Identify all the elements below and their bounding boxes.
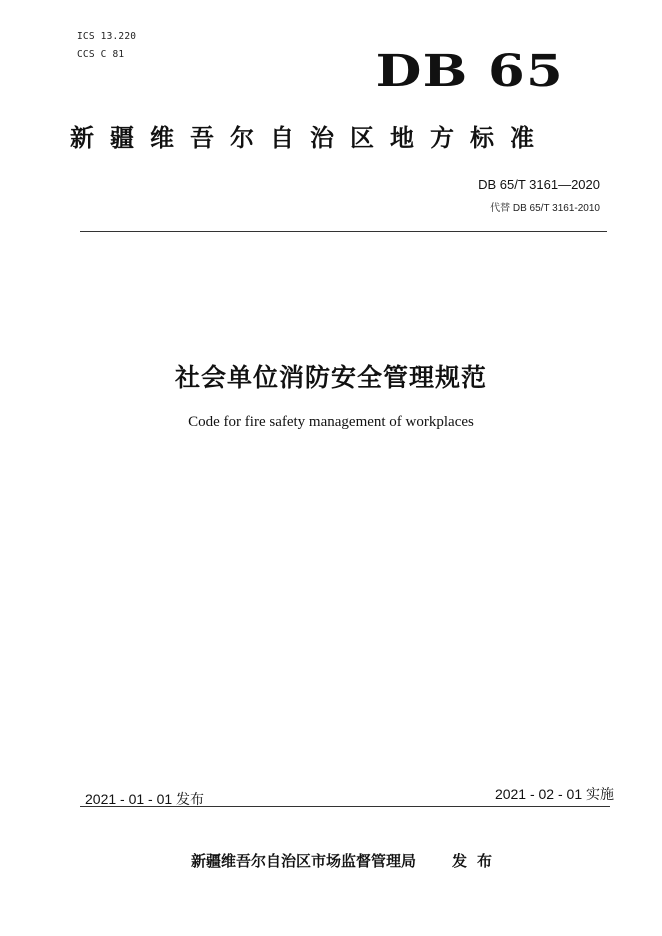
document-title-english: Code for fire safety management of workplaces bbox=[188, 414, 474, 430]
publish-date: 2021 - 01 - 01 发布 bbox=[85, 791, 205, 807]
bottom-divider bbox=[80, 806, 610, 807]
ics-code: ICS 13.220 bbox=[77, 31, 137, 42]
ccs-code: CCS C 81 bbox=[77, 49, 125, 60]
implementation-date: 2021 - 02 - 01 实施 bbox=[494, 786, 614, 802]
standard-category-title: 新疆维吾尔自治区地方标准 bbox=[70, 124, 550, 152]
top-divider bbox=[80, 231, 607, 232]
issue-label: 发布 bbox=[452, 852, 503, 870]
db-logo: DB 65 bbox=[375, 46, 564, 97]
issuing-authority: 新疆维吾尔自治区市场监督管理局 bbox=[191, 852, 417, 870]
standard-number: DB 65/T 3161—2020 bbox=[478, 177, 600, 192]
replaces-standard: 代替 DB 65/T 3161-2010 bbox=[490, 203, 600, 214]
document-title-chinese: 社会单位消防安全管理规范 bbox=[174, 363, 487, 392]
